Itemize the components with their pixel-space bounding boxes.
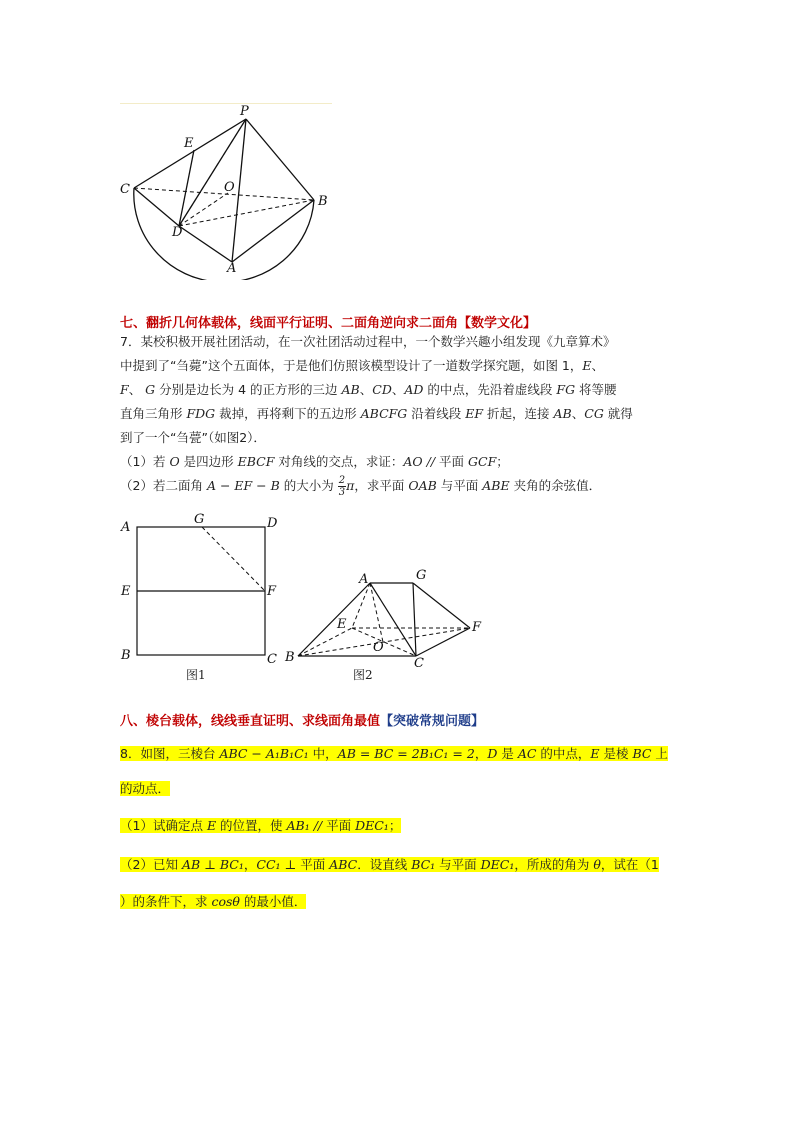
sq-label-B: B <box>121 648 131 663</box>
section8-title: 八、棱台载体，线线垂直证明、求线面角最值 <box>120 714 381 729</box>
section7-tag: 【数学文化】 <box>458 316 537 331</box>
solid-label-E: E <box>337 617 347 632</box>
sq-label-E: E <box>121 584 131 599</box>
p8-line1: 8．如图，三棱台 ABC − A₁B₁C₁ 中，AB = BC = 2B₁C₁ = 2，D 是 AC 的中点，E 是棱 BC 上 <box>120 746 668 761</box>
solid-label-F: F <box>472 620 482 635</box>
section7-title: 七、翻折几何体载体，线面平行证明、二面角逆向求二面角 <box>120 316 459 331</box>
label-O: O <box>224 180 235 195</box>
label-B: B <box>318 194 328 209</box>
label-E: E <box>184 136 194 151</box>
p7-q2: （2）若二面角 A − EF − B 的大小为 $\frac{2}{3}$ π，求平面 OAB 与平面 ABE 夹角的余弦值． <box>120 475 602 498</box>
solid-label-G: G <box>416 568 427 583</box>
p8-q1: （1）试确定点 E 的位置，使 AB₁ // 平面 DEC₁； <box>120 818 402 833</box>
p8-q2-line2: ）的条件下，求 cosθ 的最小值． <box>120 894 307 909</box>
sq-label-D: D <box>267 516 278 531</box>
section8-tag: 【突破常规问题】 <box>380 714 485 729</box>
caption-fig1: 图1 <box>186 668 206 682</box>
p7-line2: 中提到了“刍薨”这个五面体，于是他们仿照该模型设计了一道数学探究题，如图 1，E、 <box>120 358 605 373</box>
p7-line1: 7．某校积极开展社团活动，在一次社团活动过程中，一个数学兴趣小组发现《九章算术》 <box>120 334 616 349</box>
problem-8 <box>120 742 680 915</box>
label-C: C <box>120 182 130 197</box>
solid-label-C: C <box>414 656 424 671</box>
p7-q1: （1）若 O 是四边形 EBCF 对角线的交点，求证：AO // 平面 GCF； <box>120 454 509 469</box>
label-A: A <box>227 261 237 276</box>
solid-label-A: A <box>359 572 369 587</box>
figure-square <box>130 520 275 665</box>
semicircle-arc <box>134 188 314 280</box>
p7-line4: 直角三角形 FDG 裁掉，再将剩下的五边形 ABCFG 沿着线段 EF 折起，连接 AB、CG 就得 <box>120 406 633 421</box>
problem-7 <box>120 330 680 498</box>
sq-label-A: A <box>121 520 131 535</box>
p8-line2: 的动点． <box>120 781 171 796</box>
sq-label-F: F <box>267 584 277 599</box>
caption-fig2: 图2 <box>353 668 373 682</box>
solid-label-B: B <box>285 650 295 665</box>
section7-heading <box>120 312 536 331</box>
solid-label-O: O <box>373 640 384 655</box>
sq-label-C: C <box>267 652 277 667</box>
sq-label-G: G <box>194 512 205 527</box>
section8-heading <box>120 710 484 729</box>
p7-line3: F、 G 分别是边长为 4 的正方形的三边 AB、CD、AD 的中点，先沿着虚线段 FG 将等腰 <box>120 382 617 397</box>
label-D: D <box>172 225 183 240</box>
fraction-2-3: $\frac{2}{3}$ <box>338 475 346 498</box>
p8-q2: （2）已知 AB ⊥ BC₁，CC₁ ⊥ 平面 ABC．设直线 BC₁ 与平面 DEC₁，所成的角为 θ，试在（1 <box>120 857 659 872</box>
figure-solid <box>285 570 485 670</box>
p7-line5: 到了一个“刍甍”（如图2）． <box>120 430 266 445</box>
label-P: P <box>240 104 249 119</box>
